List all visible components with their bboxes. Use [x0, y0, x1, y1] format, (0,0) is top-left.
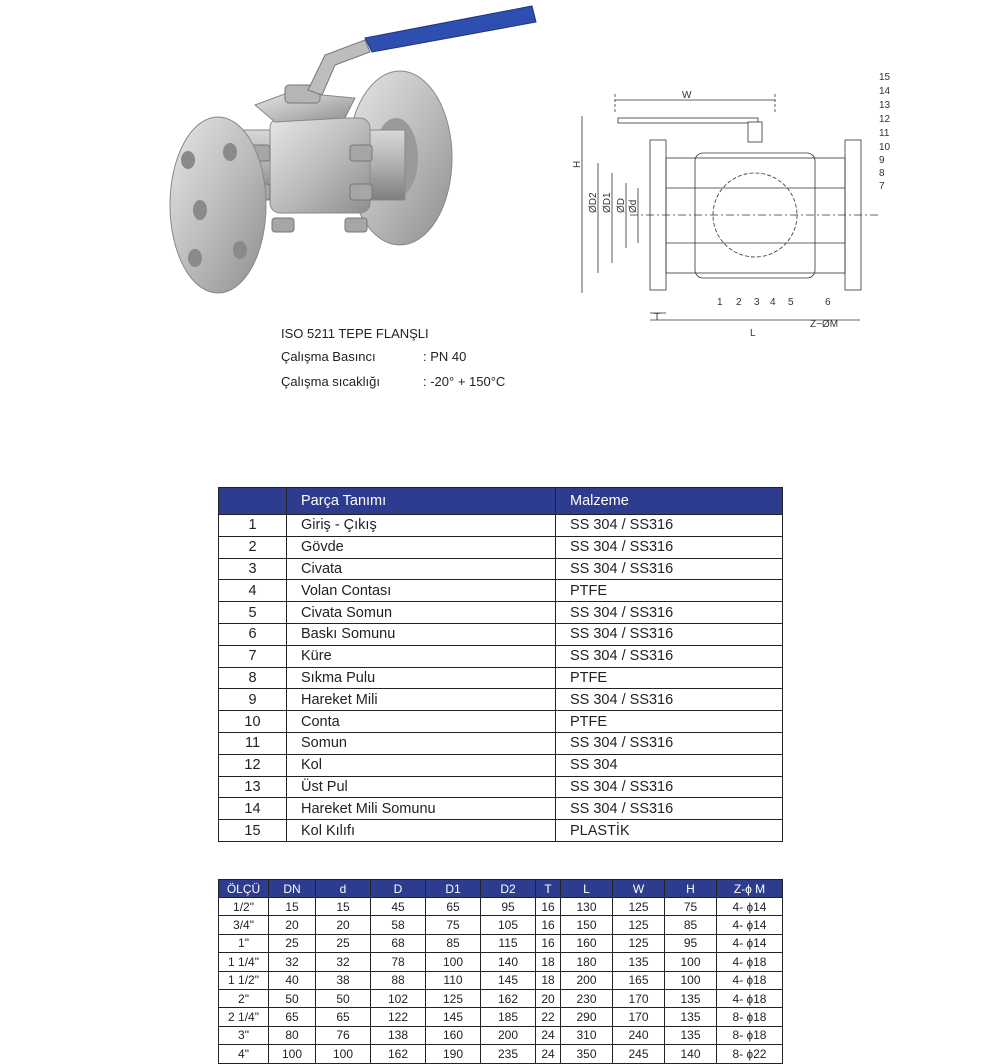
label-d-small: Ød — [628, 199, 639, 213]
dims-cell: 310 — [561, 1026, 613, 1044]
label-d1: ØD1 — [602, 192, 613, 213]
dims-cell: 1 1/4" — [219, 953, 269, 971]
dims-cell: 4- ɸ18 — [717, 971, 783, 989]
part-material: SS 304 / SS316 — [556, 536, 783, 558]
dims-header-cell: D2 — [481, 880, 536, 898]
label-t: T — [654, 312, 661, 323]
dims-cell: 135 — [665, 1026, 717, 1044]
dims-cell: 22 — [536, 1008, 561, 1026]
part-name: Hareket Mili Somunu — [287, 798, 556, 820]
dims-header-cell: L — [561, 880, 613, 898]
dims-cell: 65 — [269, 1008, 316, 1026]
dims-cell: 100 — [316, 1045, 371, 1063]
part-name: Baskı Somunu — [287, 623, 556, 645]
dims-cell: 135 — [665, 1008, 717, 1026]
dims-row — [219, 953, 783, 971]
spec-value: : PN 40 — [423, 349, 467, 364]
dims-cell: 50 — [269, 989, 316, 1007]
parts-header-row — [219, 488, 783, 515]
part-number: 14 — [219, 798, 287, 820]
dims-cell: 25 — [269, 934, 316, 952]
dims-row — [219, 934, 783, 952]
part-material: SS 304 / SS316 — [556, 623, 783, 645]
label-zm: Z−ØM — [810, 319, 839, 330]
dims-cell: 80 — [269, 1026, 316, 1044]
part-name: Volan Contası — [287, 580, 556, 602]
part-material: PTFE — [556, 711, 783, 733]
part-number: 8 — [219, 667, 287, 689]
callouts-bottom — [717, 297, 831, 308]
dims-cell: 102 — [371, 989, 426, 1007]
callout-14: 14 — [879, 86, 891, 97]
dims-cell: 1/2" — [219, 898, 269, 916]
dims-cell: 18 — [536, 971, 561, 989]
dims-cell: 76 — [316, 1026, 371, 1044]
dims-cell: 95 — [665, 934, 717, 952]
part-name: Gövde — [287, 536, 556, 558]
dims-cell: 75 — [426, 916, 481, 934]
parts-header-name: Parça Tanımı — [287, 488, 556, 515]
part-number: 7 — [219, 645, 287, 667]
part-material: SS 304 / SS316 — [556, 558, 783, 580]
part-material: PTFE — [556, 667, 783, 689]
label-d: ØD — [616, 198, 627, 213]
dims-header-cell: ÖLÇÜ — [219, 880, 269, 898]
part-material: PTFE — [556, 580, 783, 602]
parts-row — [219, 798, 783, 820]
dims-cell: 15 — [269, 898, 316, 916]
part-name: Somun — [287, 732, 556, 754]
part-material: SS 304 / SS316 — [556, 798, 783, 820]
dims-cell: 75 — [665, 898, 717, 916]
dims-cell: 165 — [613, 971, 665, 989]
dims-cell: 170 — [613, 989, 665, 1007]
technical-drawing — [570, 68, 900, 343]
dims-cell: 110 — [426, 971, 481, 989]
dims-cell: 16 — [536, 898, 561, 916]
label-d2: ØD2 — [588, 192, 599, 213]
dims-cell: 200 — [561, 971, 613, 989]
dims-cell: 38 — [316, 971, 371, 989]
dims-cell: 40 — [269, 971, 316, 989]
part-number: 12 — [219, 754, 287, 776]
dims-cell: 45 — [371, 898, 426, 916]
callout-4: 4 — [770, 297, 776, 308]
dims-cell: 1 1/2" — [219, 971, 269, 989]
callout-15: 15 — [879, 72, 891, 83]
dims-cell: 20 — [269, 916, 316, 934]
dims-cell: 16 — [536, 934, 561, 952]
part-material: SS 304 — [556, 754, 783, 776]
parts-header-material: Malzeme — [556, 488, 783, 515]
callout-5: 5 — [788, 297, 794, 308]
callout-8: 8 — [879, 168, 885, 179]
dims-cell: 4- ɸ18 — [717, 989, 783, 1007]
part-number: 15 — [219, 820, 287, 842]
dims-cell: 85 — [426, 934, 481, 952]
dims-cell: 130 — [561, 898, 613, 916]
label-w: W — [682, 90, 692, 101]
part-material: SS 304 / SS316 — [556, 645, 783, 667]
dims-header-cell: d — [316, 880, 371, 898]
callout-11: 11 — [879, 128, 890, 139]
parts-row — [219, 645, 783, 667]
part-number: 2 — [219, 536, 287, 558]
dims-cell: 100 — [269, 1045, 316, 1063]
part-name: Kol Kılıfı — [287, 820, 556, 842]
parts-row — [219, 689, 783, 711]
callout-9: 9 — [879, 155, 885, 166]
dims-cell: 85 — [665, 916, 717, 934]
dims-cell: 20 — [536, 989, 561, 1007]
part-number: 3 — [219, 558, 287, 580]
dims-row — [219, 971, 783, 989]
dims-cell: 160 — [561, 934, 613, 952]
part-material: SS 304 / SS316 — [556, 689, 783, 711]
label-l: L — [750, 328, 756, 339]
parts-table — [218, 487, 783, 842]
dims-cell: 3/4" — [219, 916, 269, 934]
spec-title-text: ISO 5211 TEPE FLANŞLI — [281, 326, 429, 341]
part-name: Civata Somun — [287, 602, 556, 624]
dims-cell: 115 — [481, 934, 536, 952]
dims-cell: 180 — [561, 953, 613, 971]
part-number: 5 — [219, 602, 287, 624]
part-material: PLASTİK — [556, 820, 783, 842]
dims-cell: 162 — [371, 1045, 426, 1063]
part-number: 11 — [219, 732, 287, 754]
dimensions-table — [218, 879, 783, 1064]
dims-row — [219, 1008, 783, 1026]
parts-row — [219, 820, 783, 842]
dims-cell: 78 — [371, 953, 426, 971]
dims-cell: 18 — [536, 953, 561, 971]
part-name: Civata — [287, 558, 556, 580]
dims-row — [219, 989, 783, 1007]
parts-row — [219, 580, 783, 602]
callout-10: 10 — [879, 142, 891, 153]
dims-cell: 8- ɸ22 — [717, 1045, 783, 1063]
parts-row — [219, 667, 783, 689]
dims-row — [219, 898, 783, 916]
dims-cell: 3" — [219, 1026, 269, 1044]
dims-cell: 100 — [665, 953, 717, 971]
dims-cell: 190 — [426, 1045, 481, 1063]
dims-cell: 138 — [371, 1026, 426, 1044]
dims-cell: 20 — [316, 916, 371, 934]
dims-cell: 8- ɸ18 — [717, 1008, 783, 1026]
dims-cell: 100 — [426, 953, 481, 971]
parts-row — [219, 602, 783, 624]
part-material: SS 304 / SS316 — [556, 602, 783, 624]
dims-cell: 25 — [316, 934, 371, 952]
dims-row — [219, 1045, 783, 1063]
part-material: SS 304 / SS316 — [556, 776, 783, 798]
dims-cell: 140 — [481, 953, 536, 971]
part-material: SS 304 / SS316 — [556, 515, 783, 537]
parts-row — [219, 754, 783, 776]
dims-header-cell: DN — [269, 880, 316, 898]
spec-label: Çalışma Basıncı — [281, 349, 376, 364]
part-name: Giriş - Çıkış — [287, 515, 556, 537]
dims-cell: 100 — [665, 971, 717, 989]
dims-cell: 58 — [371, 916, 426, 934]
part-number: 1 — [219, 515, 287, 537]
dims-cell: 290 — [561, 1008, 613, 1026]
dims-cell: 150 — [561, 916, 613, 934]
dims-cell: 125 — [613, 916, 665, 934]
dims-header-cell: H — [665, 880, 717, 898]
parts-row — [219, 776, 783, 798]
spec-label: Çalışma sıcaklığı — [281, 374, 380, 389]
part-name: Üst Pul — [287, 776, 556, 798]
dims-header-cell: W — [613, 880, 665, 898]
dims-cell: 24 — [536, 1026, 561, 1044]
ball-valve-photo — [160, 0, 550, 300]
part-name: Conta — [287, 711, 556, 733]
spec-value: : -20° + 150°C — [423, 374, 506, 389]
callout-7: 7 — [879, 181, 885, 192]
callout-12: 12 — [879, 114, 891, 125]
dims-cell: 2 1/4" — [219, 1008, 269, 1026]
dims-cell: 145 — [426, 1008, 481, 1026]
dims-cell: 145 — [481, 971, 536, 989]
dims-cell: 125 — [613, 934, 665, 952]
dims-cell: 16 — [536, 916, 561, 934]
parts-row — [219, 515, 783, 537]
part-name: Küre — [287, 645, 556, 667]
dims-header-cell: D1 — [426, 880, 481, 898]
parts-row — [219, 623, 783, 645]
part-number: 6 — [219, 623, 287, 645]
parts-header-no — [219, 488, 287, 515]
dims-cell: 4- ɸ14 — [717, 898, 783, 916]
dims-cell: 160 — [426, 1026, 481, 1044]
dims-cell: 8- ɸ18 — [717, 1026, 783, 1044]
dims-cell: 88 — [371, 971, 426, 989]
dims-cell: 122 — [371, 1008, 426, 1026]
callout-1: 1 — [717, 297, 723, 308]
dims-row — [219, 1026, 783, 1044]
dims-cell: 162 — [481, 989, 536, 1007]
dims-cell: 4- ɸ14 — [717, 916, 783, 934]
dims-header-cell: Z-ɸ M — [717, 880, 783, 898]
dims-cell: 240 — [613, 1026, 665, 1044]
dims-cell: 235 — [481, 1045, 536, 1063]
dims-cell: 1" — [219, 934, 269, 952]
callout-13: 13 — [879, 100, 891, 111]
dims-cell: 4" — [219, 1045, 269, 1063]
dims-header-cell: D — [371, 880, 426, 898]
label-h: H — [572, 160, 583, 168]
part-number: 4 — [219, 580, 287, 602]
parts-row — [219, 536, 783, 558]
dims-cell: 65 — [426, 898, 481, 916]
parts-row — [219, 558, 783, 580]
dims-cell: 245 — [613, 1045, 665, 1063]
dims-cell: 32 — [269, 953, 316, 971]
callout-3: 3 — [754, 297, 760, 308]
dims-cell: 350 — [561, 1045, 613, 1063]
part-name: Kol — [287, 754, 556, 776]
dims-row — [219, 916, 783, 934]
dims-cell: 125 — [613, 898, 665, 916]
dims-cell: 4- ɸ14 — [717, 934, 783, 952]
dims-cell: 140 — [665, 1045, 717, 1063]
dims-cell: 135 — [613, 953, 665, 971]
parts-row — [219, 732, 783, 754]
dims-cell: 15 — [316, 898, 371, 916]
dims-cell: 95 — [481, 898, 536, 916]
dims-cell: 105 — [481, 916, 536, 934]
dims-cell: 32 — [316, 953, 371, 971]
dims-cell: 230 — [561, 989, 613, 1007]
part-number: 9 — [219, 689, 287, 711]
dims-cell: 200 — [481, 1026, 536, 1044]
dims-cell: 65 — [316, 1008, 371, 1026]
dims-cell: 135 — [665, 989, 717, 1007]
dims-cell: 185 — [481, 1008, 536, 1026]
dims-header-row — [219, 880, 783, 898]
part-material: SS 304 / SS316 — [556, 732, 783, 754]
dims-cell: 125 — [426, 989, 481, 1007]
part-number: 10 — [219, 711, 287, 733]
dims-cell: 68 — [371, 934, 426, 952]
dims-cell: 24 — [536, 1045, 561, 1063]
part-number: 13 — [219, 776, 287, 798]
callout-2: 2 — [736, 297, 742, 308]
part-name: Sıkma Pulu — [287, 667, 556, 689]
dims-header-cell: T — [536, 880, 561, 898]
dims-cell: 170 — [613, 1008, 665, 1026]
callout-6: 6 — [825, 297, 831, 308]
dims-cell: 2" — [219, 989, 269, 1007]
callouts-right — [879, 72, 891, 192]
dims-cell: 4- ɸ18 — [717, 953, 783, 971]
part-name: Hareket Mili — [287, 689, 556, 711]
parts-row — [219, 711, 783, 733]
dims-cell: 50 — [316, 989, 371, 1007]
